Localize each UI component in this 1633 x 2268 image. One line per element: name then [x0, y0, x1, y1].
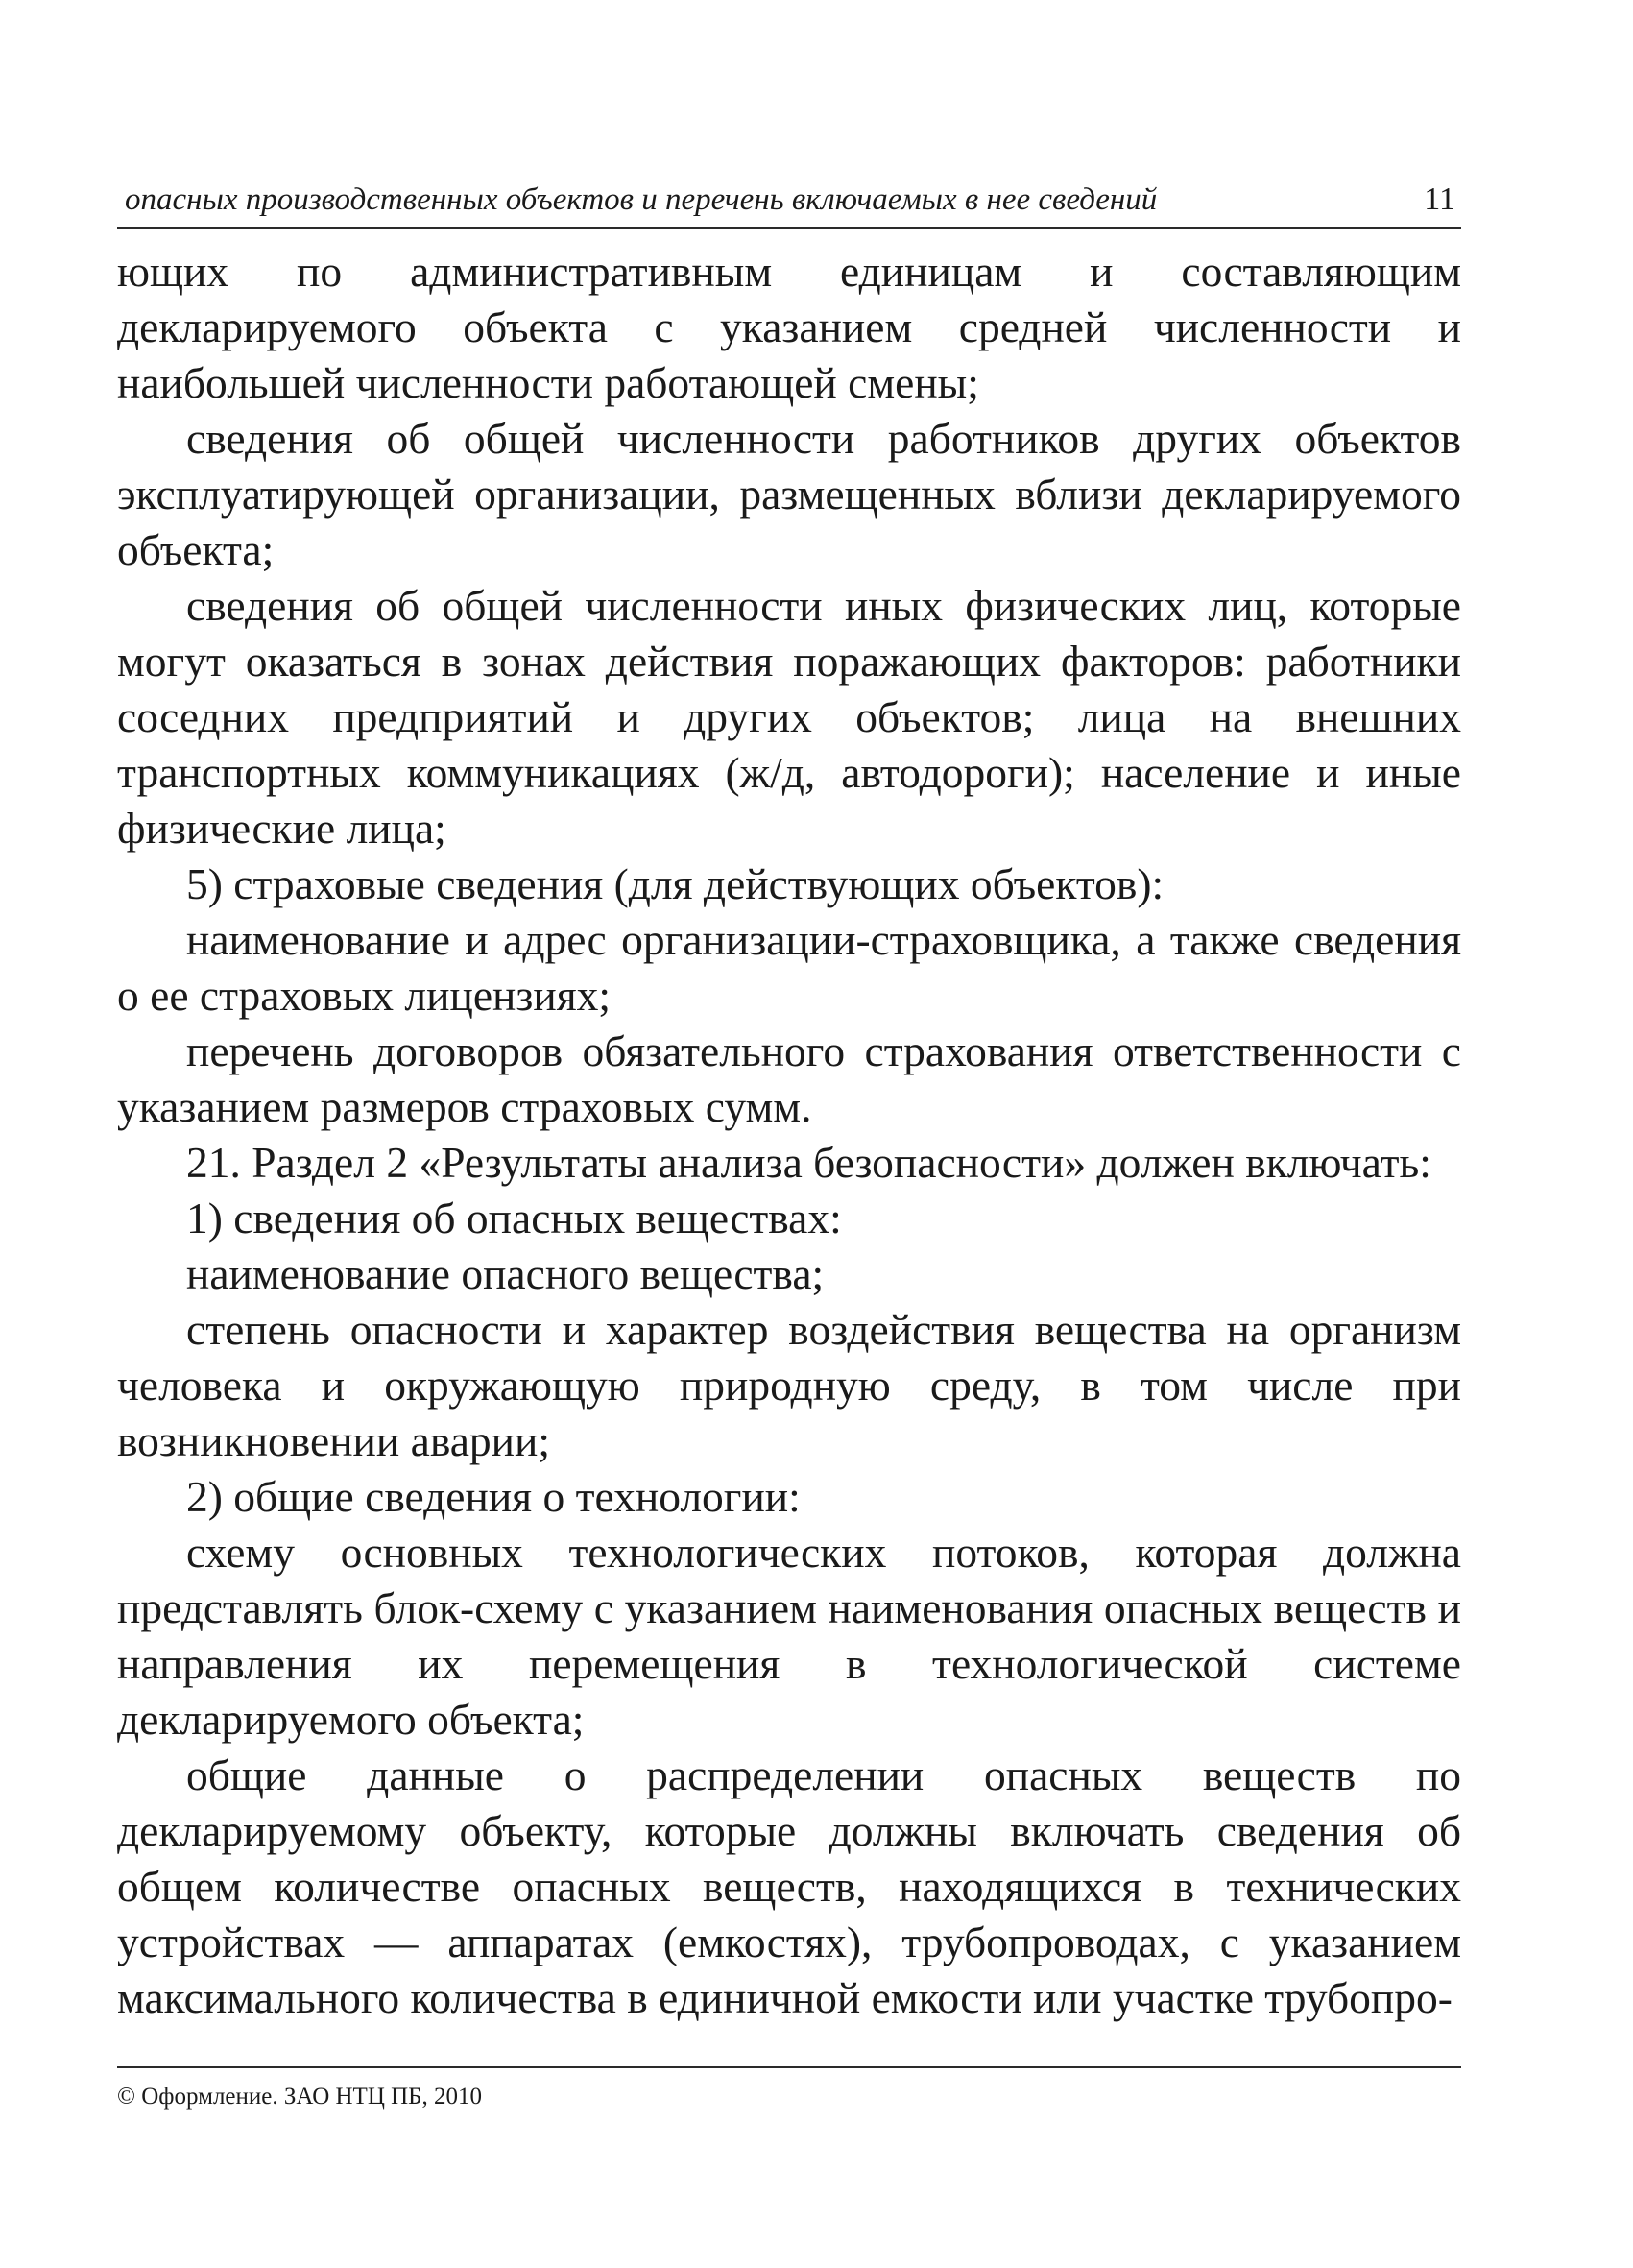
page-footer	[117, 2066, 1461, 2110]
paragraph-continued: ющих по административным единицам и составляющим декларируемого объекта с указанием средней численности и наибольшей численности работающей смены;	[117, 247, 1461, 407]
paragraph: сведения об общей численности работников других объектов эксплуатирующей организации, размещенных вблизи декларируемого объекта;	[117, 414, 1461, 574]
paragraph: наименование опасного вещества;	[186, 1249, 825, 1298]
list-item-heading: 5) страховые сведения (для действующих объектов):	[186, 859, 1165, 908]
running-header	[117, 179, 1461, 229]
page-number: 11	[1424, 181, 1455, 217]
paragraph: общие данные о распределении опасных веществ по декларируемому объекту, которые должны включать сведения об общем количестве опасных веществ, находящихся в технических устройствах — аппаратах (емкостях), трубопроводах, с указанием максимального количества в единичной емкости или участке трубопро-	[117, 1750, 1461, 2022]
paragraph: схему основных технологических потоков, которая должна представлять блок-схему с указанием наименования опасных веществ и направления их перемещения в технологической системе декларируемого объекта;	[117, 1528, 1461, 1744]
paragraph: перечень договоров обязательного страхования ответственности с указанием размеров страховых сумм.	[117, 1026, 1461, 1131]
footer-copyright: © Оформление. ЗАО НТЦ ПБ, 2010	[117, 2084, 483, 2110]
paragraph: наименование и адрес организации-страховщика, а также сведения о ее страховых лицензиях;	[117, 915, 1461, 1020]
list-item-heading: 2) общие сведения о технологии:	[186, 1472, 801, 1521]
paragraph: сведения об общей численности иных физических лиц, которые могут оказаться в зонах действия поражающих факторов: работники соседних предприятий и других объектов; лица на внешних транспортных коммуникациях (ж/д, автодороги); население и иные физические лица;	[117, 581, 1461, 853]
paragraph: степень опасности и характер воздействия вещества на организм человека и окружающую природную среду, в том числе при возникновении аварии;	[117, 1305, 1461, 1465]
body-text	[117, 244, 1461, 2026]
section-clause: 21. Раздел 2 «Результаты анализа безопасности» должен включать:	[186, 1138, 1431, 1187]
running-header-title: опасных производственных объектов и перечень включаемых в нее сведений	[125, 182, 1158, 217]
list-item-heading: 1) сведения об опасных веществах:	[186, 1194, 842, 1243]
